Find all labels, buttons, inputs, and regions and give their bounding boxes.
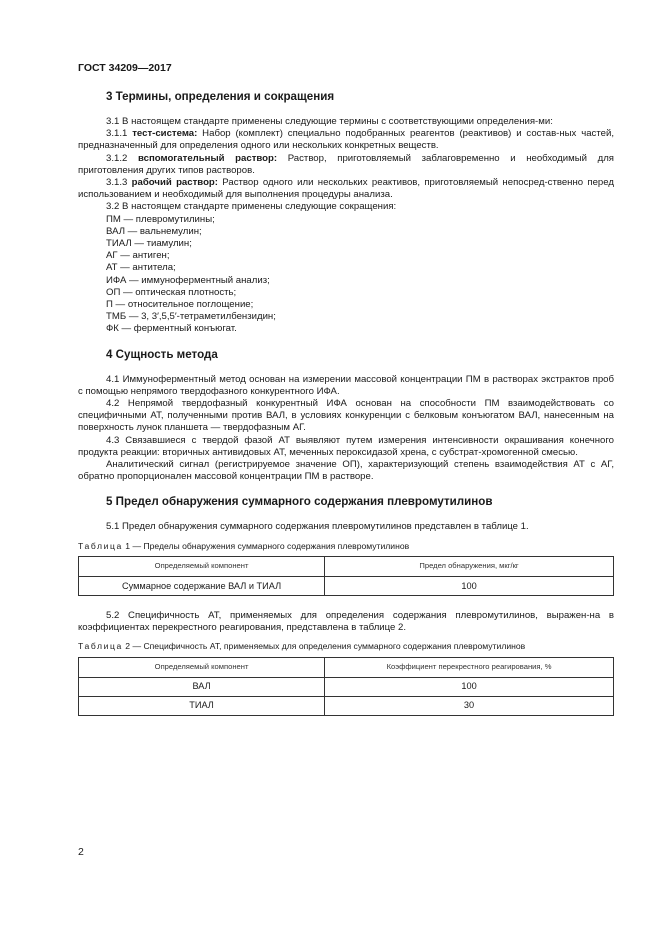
page-content (78, 90, 614, 716)
term-3-1-2 (78, 153, 614, 177)
table-cell: ВАЛ (79, 677, 325, 696)
table-2-caption (78, 640, 614, 652)
table-row (79, 677, 614, 696)
term-name: тест-система: (132, 128, 198, 140)
table-header-cell: Предел обнаружения, мкг/кг (325, 556, 614, 576)
table-row (79, 696, 614, 715)
table-caption-text: 1 — Пределы обнаружения суммарного содержания плевромутилинов (122, 540, 410, 551)
term-name: вспомогательный раствор: (137, 152, 278, 164)
table-header-row (79, 657, 614, 677)
term-number: 3.1.1 (106, 128, 133, 140)
abbreviation-item: П — относительное поглощение; (106, 299, 254, 311)
term-definition: Раствор, приготовляемый заблаговременно и необходимый для приготовления других типов растворов. (78, 152, 614, 176)
term-definition: Набор (комплект) специально подобранных реагентов (реактивов) и состав-ных частей, предназначенный для определения одного или нескольких конкретных веществ. (78, 128, 614, 152)
table-1-caption (78, 540, 614, 552)
section-5-title: 5 Предел обнаружения суммарного содержания плевромутилинов (106, 495, 493, 509)
section-4-title: 4 Сущность метода (106, 347, 218, 361)
abbreviation-item: ТИАЛ — тиамулин; (106, 238, 192, 250)
paragraph-3-1: 3.1 В настоящем стандарте применены следующие термины с соответствующими определения-ми: (106, 116, 553, 127)
paragraph-4-1: 4.1 Иммуноферментный метод основан на измерении массовой концентрации ПМ в растворах экстрактов проб с помощью непрямого твердофазного конкурентного ИФА. (78, 373, 614, 397)
abbreviation-item: ТМБ — 3, 3′,5,5′-тетраметилбензидин; (106, 311, 276, 323)
table-caption-word: Таблица (78, 540, 123, 551)
abbreviation-item: АГ — антиген; (106, 250, 170, 262)
term-number: 3.1.2 (106, 152, 138, 164)
abbreviation-item: ИФА — иммуноферментный анализ; (106, 274, 270, 286)
table-header-row (79, 556, 614, 576)
paragraph-5-1: 5.1 Предел обнаружения суммарного содержания плевромутилинов представлен в таблице 1. (106, 521, 529, 533)
term-number: 3.1.3 (106, 177, 132, 189)
paragraph-4-4: Аналитический сигнал (регистрируемое значение ОП), характеризующий степень взаимодействия АТ с АГ, обратно пропорционален массовой концентрации ПМ в растворе. (78, 459, 614, 483)
table-header-cell: Определяемый компонент (79, 556, 325, 576)
term-3-1-3 (78, 177, 614, 201)
page-number: 2 (78, 846, 84, 858)
table-header-cell: Определяемый компонент (79, 657, 325, 677)
table-cell: 100 (325, 576, 614, 595)
paragraph-5-2: 5.2 Специфичность АТ, применяемых для определения содержания плевромутилинов, выражен-на в коэффициентах перекрестного реагирования, представлена в таблице 2. (78, 609, 614, 634)
abbreviation-item: ОП — оптическая плотность; (106, 286, 237, 298)
table-cell: ТИАЛ (79, 696, 325, 715)
abbreviation-item: ВАЛ — вальнемулин; (106, 225, 202, 237)
abbreviation-item: ФК — ферментный конъюгат. (106, 323, 237, 335)
table-header-cell: Коэффициент перекрестного реагирования, % (325, 657, 614, 677)
table-1 (78, 556, 614, 596)
table-caption-text: 2 — Специфичность АТ, применяемых для определения суммарного содержания плевромутилинов (122, 641, 526, 652)
paragraph-3-2: 3.2 В настоящем стандарте применены следующие сокращения: (106, 201, 397, 213)
section-3-title: 3 Термины, определения и сокращения (106, 90, 335, 103)
standard-code: ГОСТ 34209—2017 (78, 62, 172, 74)
term-3-1-1 (78, 128, 614, 152)
paragraph-4-2: 4.2 Непрямой твердофазный конкурентный ИФА основан на способности ПМ взаимодействовать со специфичными АТ, полученными против ВАЛ, в условиях конкуренции с белковым конъюгатом ВАЛ, нанесенным на поверхность лунок планшета — твердофазным АГ. (78, 398, 614, 434)
term-definition: Раствор одного или нескольких реактивов, приготовляемый непосред-ственно перед использованием и необходимый для выполнения процедуры анализа. (78, 177, 614, 201)
table-cell: 30 (325, 696, 614, 715)
table-caption-word: Таблица (78, 641, 123, 652)
term-name: рабочий раствор: (131, 177, 218, 189)
table-cell: Суммарное содержание ВАЛ и ТИАЛ (79, 576, 325, 595)
abbreviation-item: АТ — антитела; (106, 262, 176, 274)
table-cell: 100 (325, 677, 614, 696)
paragraph-4-3: 4.3 Связавшиеся с твердой фазой АТ выявляют путем измерения интенсивности окрашивания конечного продукта реакции: вторичных антивидовых АТ, меченных пероксидазой хрена, с субстрат-хромогенной смесью. (78, 434, 614, 458)
abbreviation-item: ПМ — плевромутилины; (106, 213, 215, 225)
table-2 (78, 657, 614, 716)
table-row (79, 576, 614, 595)
